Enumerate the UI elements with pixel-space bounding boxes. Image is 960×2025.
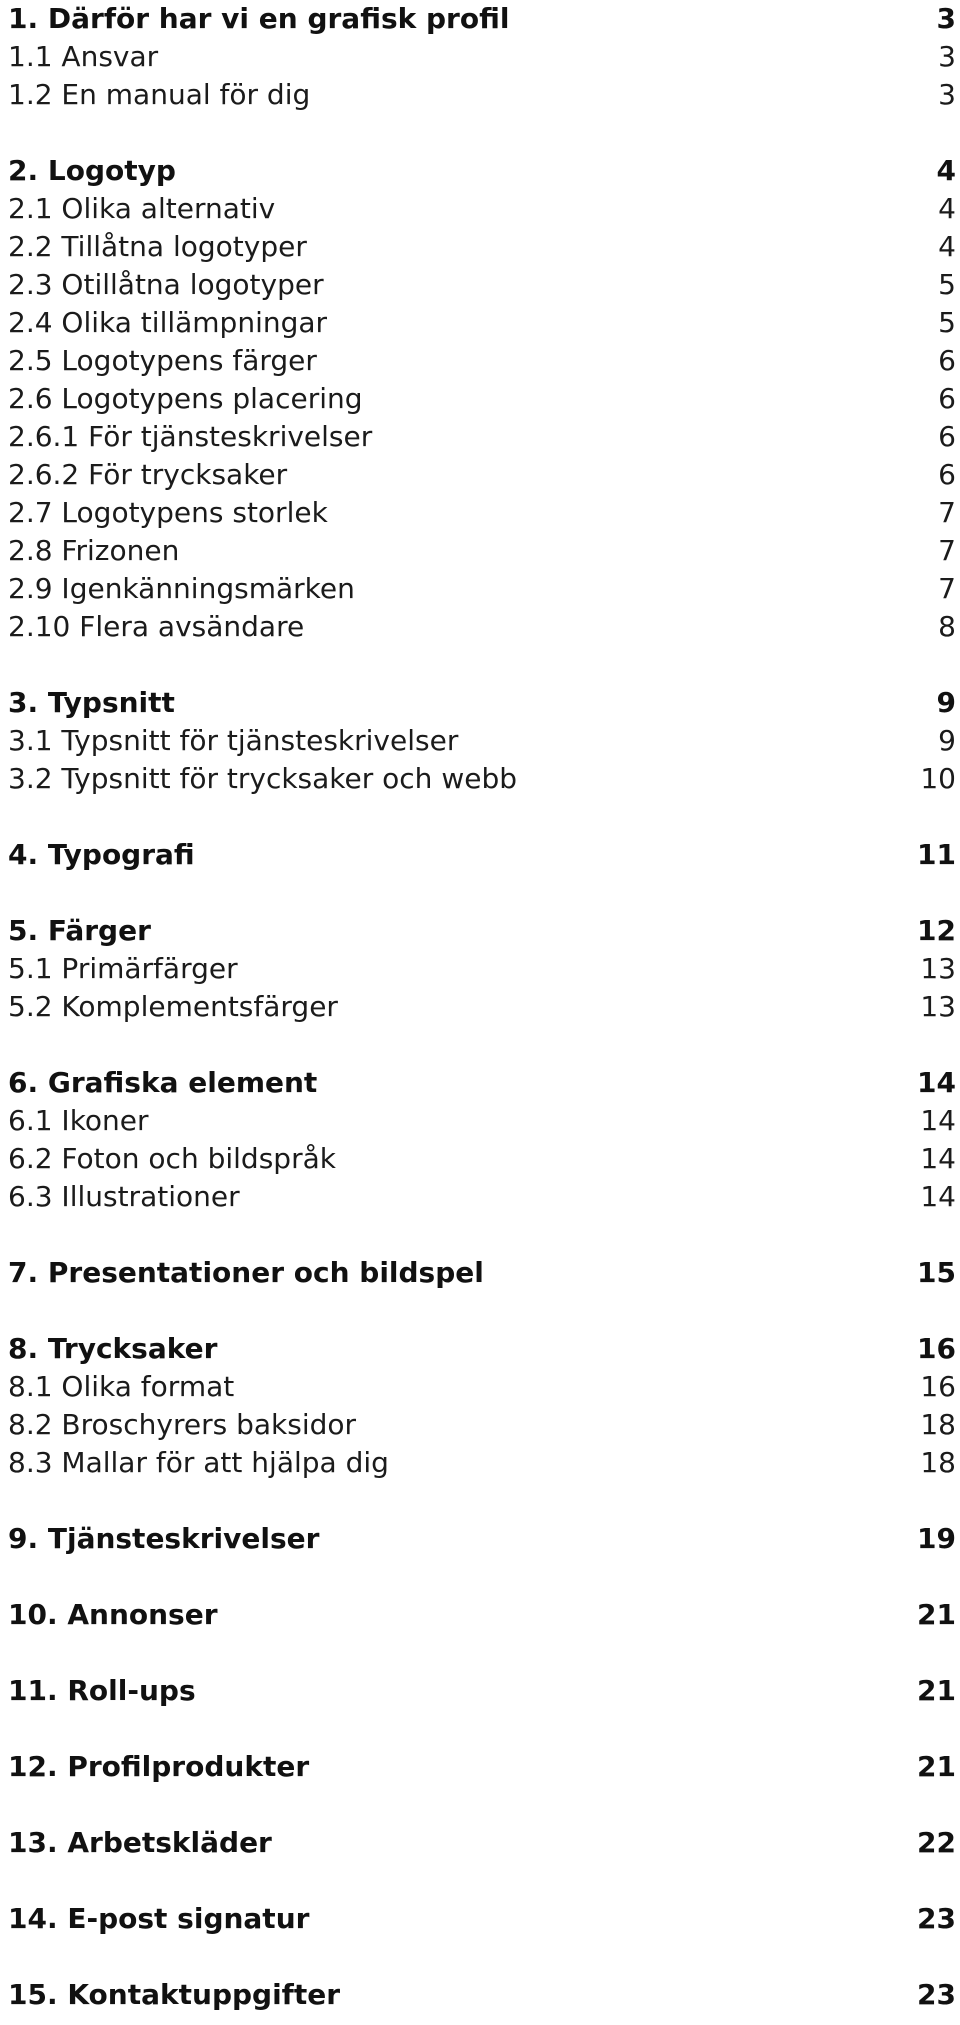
toc-entry-title: 8.3 Mallar för att hjälpa dig: [8, 1446, 389, 1479]
toc-entry-page: 12: [917, 914, 956, 947]
toc-entry[interactable]: [0, 38, 960, 76]
toc-entry[interactable]: [0, 1254, 960, 1292]
toc-entry-title: 7. Presentationer och bildspel: [8, 1256, 484, 1289]
toc-entry-page: 14: [917, 1066, 956, 1099]
toc-entry-title: 13. Arbetskläder: [8, 1826, 272, 1859]
toc-entry-page: 14: [920, 1180, 956, 1213]
toc-entry-page: 7: [938, 572, 956, 605]
toc-entry[interactable]: [0, 1900, 960, 1938]
toc-entry-title: 2.8 Frizonen: [8, 534, 180, 567]
toc-entry[interactable]: [0, 1102, 960, 1140]
toc-entry-page: 21: [917, 1598, 956, 1631]
toc-entry-page: 4: [938, 192, 956, 225]
toc-entry-title: 2. Logotyp: [8, 154, 176, 187]
toc-entry-title: 15. Kontaktuppgifter: [8, 1978, 341, 2011]
toc-entry-page: 10: [920, 762, 956, 795]
toc-entry-title: 11. Roll-ups: [8, 1674, 196, 1707]
toc-entry[interactable]: [0, 0, 960, 38]
toc-entry-page: 13: [920, 952, 956, 985]
toc-entry-page: 5: [938, 268, 956, 301]
toc-entry-title: 10. Annonser: [8, 1598, 218, 1631]
toc-entry[interactable]: [0, 1178, 960, 1216]
toc-entry-page: 4: [936, 154, 956, 187]
toc-entry-page: 11: [917, 838, 956, 871]
toc-entry-page: 6: [938, 420, 956, 453]
toc-entry[interactable]: [0, 608, 960, 646]
toc-entry[interactable]: [0, 684, 960, 722]
toc-entry-title: 5.1 Primärfärger: [8, 952, 238, 985]
toc-entry[interactable]: [0, 1140, 960, 1178]
toc-entry[interactable]: [0, 1330, 960, 1368]
toc-entry-page: 5: [938, 306, 956, 339]
toc-entry[interactable]: [0, 456, 960, 494]
toc-entry[interactable]: [0, 532, 960, 570]
toc-entry-title: 4. Typografi: [8, 838, 195, 871]
toc-entry[interactable]: [0, 1748, 960, 1786]
toc-entry[interactable]: [0, 1976, 960, 2014]
toc-entry-page: 3: [938, 78, 956, 111]
toc-entry-page: 18: [920, 1408, 956, 1441]
toc-entry[interactable]: [0, 1824, 960, 1862]
toc-entry[interactable]: [0, 190, 960, 228]
toc-entry[interactable]: [0, 950, 960, 988]
toc-entry-page: 3: [936, 2, 956, 35]
toc-entry-title: 8.1 Olika format: [8, 1370, 235, 1403]
toc-entry[interactable]: [0, 1064, 960, 1102]
toc-entry[interactable]: [0, 912, 960, 950]
toc-entry-page: 23: [917, 1978, 956, 2011]
toc-entry-title: 6.1 Ikoner: [8, 1104, 149, 1137]
toc-entry[interactable]: [0, 152, 960, 190]
toc-entry[interactable]: [0, 1596, 960, 1634]
toc-entry[interactable]: [0, 988, 960, 1026]
toc-entry-title: 8. Trycksaker: [8, 1332, 218, 1365]
toc-entry[interactable]: [0, 760, 960, 798]
toc-entry-page: 9: [938, 724, 956, 757]
toc-entry-page: 6: [938, 382, 956, 415]
toc-entry-page: 14: [920, 1104, 956, 1137]
toc-entry-page: 6: [938, 458, 956, 491]
toc-entry-page: 9: [936, 686, 956, 719]
toc-entry-page: 21: [917, 1674, 956, 1707]
toc-entry-title: 2.1 Olika alternativ: [8, 192, 276, 225]
toc-entry[interactable]: [0, 722, 960, 760]
toc-entry-title: 1.1 Ansvar: [8, 40, 159, 73]
toc-entry[interactable]: [0, 570, 960, 608]
toc-entry[interactable]: [0, 76, 960, 114]
toc-entry-title: 2.4 Olika tillämpningar: [8, 306, 328, 339]
toc-entry[interactable]: [0, 1520, 960, 1558]
toc-entry-page: 22: [917, 1826, 956, 1859]
toc-entry-title: 2.7 Logotypens storlek: [8, 496, 328, 529]
toc-entry-title: 2.3 Otillåtna logotyper: [8, 268, 324, 301]
toc-entry-page: 16: [917, 1332, 956, 1365]
toc-entry-title: 1.2 En manual för dig: [8, 78, 311, 111]
toc-entry-page: 6: [938, 344, 956, 377]
toc-entry-page: 19: [917, 1522, 956, 1555]
toc-entry[interactable]: [0, 342, 960, 380]
toc-entry[interactable]: [0, 1444, 960, 1482]
toc-entry-title: 6.3 Illustrationer: [8, 1180, 240, 1213]
toc-entry-page: 18: [920, 1446, 956, 1479]
toc-entry-page: 21: [917, 1750, 956, 1783]
toc-entry-page: 3: [938, 40, 956, 73]
toc-entry[interactable]: [0, 266, 960, 304]
toc-entry[interactable]: [0, 418, 960, 456]
toc-entry-page: 23: [917, 1902, 956, 1935]
toc-entry-title: 5. Färger: [8, 914, 151, 947]
toc-entry-title: 1. Därför har vi en grafisk profil: [8, 2, 510, 35]
toc-entry-title: 2.6 Logotypens placering: [8, 382, 363, 415]
toc-entry-page: 16: [920, 1370, 956, 1403]
toc-entry[interactable]: [0, 1672, 960, 1710]
toc-entry-title: 3. Typsnitt: [8, 686, 175, 719]
toc-entry-title: 2.6.1 För tjänsteskrivelser: [8, 420, 373, 453]
toc-entry[interactable]: [0, 494, 960, 532]
toc-entry-title: 5.2 Komplementsfärger: [8, 990, 338, 1023]
toc-entry-title: 14. E-post signatur: [8, 1902, 310, 1935]
toc-entry-title: 6.2 Foton och bildspråk: [8, 1142, 336, 1175]
toc-entry-title: 2.2 Tillåtna logotyper: [8, 230, 307, 263]
toc-entry-title: 12. Profilprodukter: [8, 1750, 310, 1783]
toc-entry-title: 8.2 Broschyrers baksidor: [8, 1408, 357, 1441]
toc-entry-title: 3.2 Typsnitt för trycksaker och webb: [8, 762, 518, 795]
toc-entry-page: 8: [938, 610, 956, 643]
toc-entry[interactable]: [0, 228, 960, 266]
toc-entry-title: 2.6.2 För trycksaker: [8, 458, 288, 491]
toc-entry-title: 2.5 Logotypens färger: [8, 344, 317, 377]
toc-entry-title: 9. Tjänsteskrivelser: [8, 1522, 320, 1555]
toc-entry-title: 6. Grafiska element: [8, 1066, 318, 1099]
toc-entry-page: 13: [920, 990, 956, 1023]
toc-entry-page: 15: [917, 1256, 956, 1289]
toc-entry[interactable]: [0, 1368, 960, 1406]
toc-entry-title: 2.9 Igenkänningsmärken: [8, 572, 355, 605]
toc-entry[interactable]: [0, 836, 960, 874]
toc-entry[interactable]: [0, 380, 960, 418]
toc-entry-page: 4: [938, 230, 956, 263]
toc-entry-title: 2.10 Flera avsändare: [8, 610, 305, 643]
toc-entry-title: 3.1 Typsnitt för tjänsteskrivelser: [8, 724, 459, 757]
toc-entry[interactable]: [0, 304, 960, 342]
toc-entry-page: 7: [938, 534, 956, 567]
toc-entry-page: 7: [938, 496, 956, 529]
toc-entry-page: 14: [920, 1142, 956, 1175]
toc-entry[interactable]: [0, 1406, 960, 1444]
